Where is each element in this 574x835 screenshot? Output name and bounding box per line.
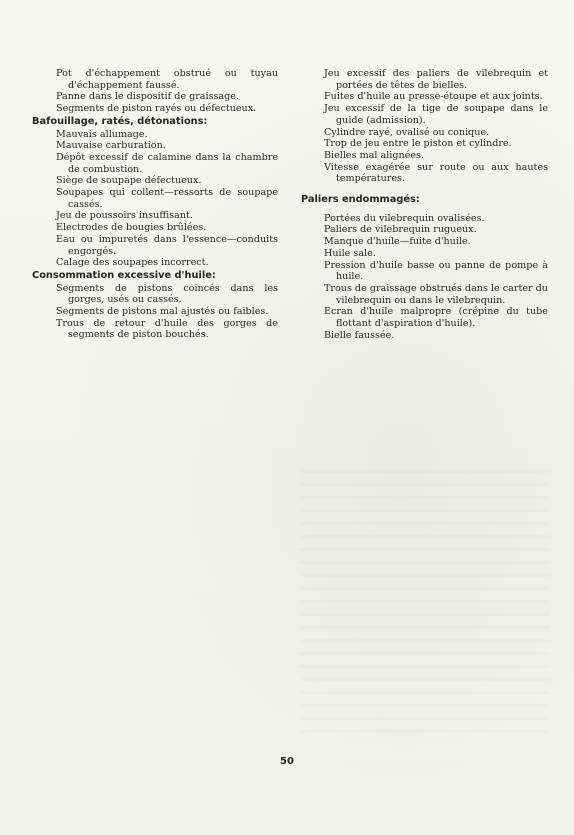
section-heading: Consommation excessive d'huile: xyxy=(32,269,216,281)
page-number: 50 xyxy=(280,756,294,767)
list-item: Bielle faussée. xyxy=(324,329,395,341)
list-item: Manque d'huile—fuite d'huile. xyxy=(324,236,471,248)
list-item: Trous de retour d'huile des gorges de segments de piston bouchés. xyxy=(56,317,278,341)
list-item: Fuites d'huile au presse-étoupe et aux joints. xyxy=(324,91,543,103)
list-item: Eau ou impuretés dans l'essence—conduits engorgés. xyxy=(56,233,278,257)
list-item: Jeu excessif des paliers de vilebrequin et portées de têtes de bielles. xyxy=(324,68,548,91)
list-item: Soupapes qui collent—ressorts de soupape cassés. xyxy=(56,187,278,210)
right-column xyxy=(301,68,548,341)
list-item: Siège de soupape défectueux. xyxy=(56,175,202,187)
section-heading: Paliers endommagés: xyxy=(301,194,420,206)
list-item: Pot d'échappement obstrué ou tuyau d'échappement faussé. xyxy=(56,68,278,91)
list-item: Electrodes de bougies brûlées. xyxy=(56,222,207,234)
list-item: Bielles mal alignées. xyxy=(324,149,425,161)
bleed-through-background xyxy=(300,470,550,740)
list-item: Jeu excessif de la tige de soupape dans le guide (admission). xyxy=(324,103,548,126)
list-item: Mauvais allumage. xyxy=(56,128,148,140)
section-heading: Bafouillage, ratés, détonations: xyxy=(32,115,208,127)
list-item: Vitesse exagérée sur route ou aux hautes températures. xyxy=(324,161,548,185)
left-column xyxy=(32,68,278,341)
list-item: Trous de graissage obstrués dans le carter du vilebrequin ou dans le vilebrequin. xyxy=(324,282,548,306)
list-item: Pression d'huile basse ou panne de pompe à huile. xyxy=(324,259,548,283)
list-item: Cylindre rayé, ovalisé ou conique. xyxy=(324,126,490,138)
list-item: Calage des soupapes incorrect. xyxy=(56,257,209,269)
list-item: Panne dans le dispositif de graissage. xyxy=(56,91,240,103)
list-item: Paliers de vilebrequin rugueux. xyxy=(324,224,477,236)
list-item: Huile sale. xyxy=(324,247,376,259)
list-item: Ecran d'huile malpropre (crépine du tube flottant d'aspiration d'huile). xyxy=(324,306,548,330)
list-item: Mauvaise carburation. xyxy=(56,140,166,152)
list-item: Segments de piston rayés ou défectueux. xyxy=(56,103,257,115)
list-item: Portées du vilebrequin ovalisées. xyxy=(324,212,485,224)
list-item: Segments de pistons coincés dans les gorges, usés ou cassés. xyxy=(56,282,278,306)
list-item: Segments de pistons mal ajustés ou faibles. xyxy=(56,306,269,318)
list-item: Jeu de poussoirs insuffisant. xyxy=(56,210,193,222)
list-item: Dépôt excessif de calamine dans la chambre de combustion. xyxy=(56,151,278,175)
list-item: Trop de jeu entre le piston et cylindre. xyxy=(324,138,512,150)
